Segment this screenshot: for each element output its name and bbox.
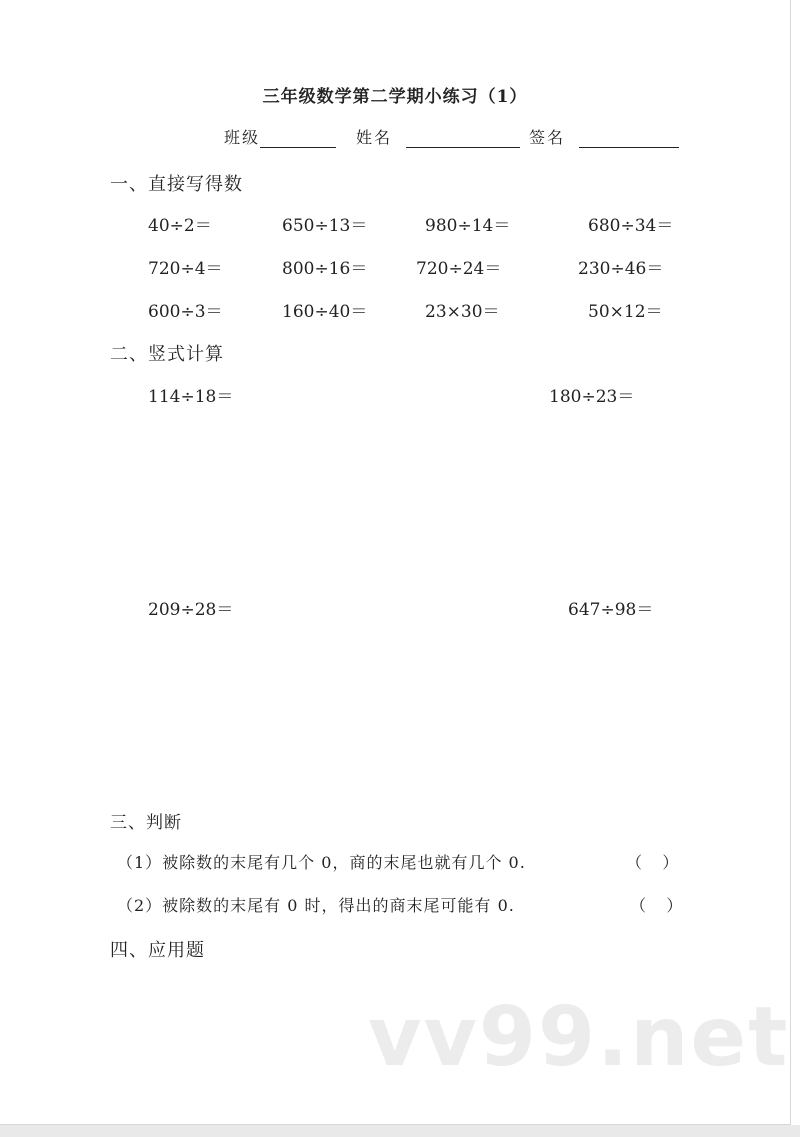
arithmetic-item: 680÷34＝ [588,216,674,236]
section-2-heading: 二、竖式计算 [110,344,224,365]
arithmetic-item: 650÷13＝ [282,216,368,236]
section-3-heading: 三、判断 [110,813,182,833]
arithmetic-item: 50×12＝ [588,302,663,322]
page-title: 三年级数学第二学期小练习（1） [262,87,528,107]
arithmetic-item: 980÷14＝ [425,216,511,236]
class-blank [260,129,336,148]
long-division-problem: 114÷18＝ [148,387,234,407]
arithmetic-item: 600÷3＝ [148,302,223,322]
page-bottom-edge [0,1125,800,1137]
sign-blank [579,129,679,148]
arithmetic-item: 160÷40＝ [282,302,368,322]
long-division-problem: 180÷23＝ [549,387,635,407]
section-1-heading: 一、直接写得数 [110,174,243,195]
name-blank [406,129,520,148]
judgment-statement-2: （2）被除数的末尾有 0 时，得出的商末尾可能有 0. [117,896,515,915]
arithmetic-item: 720÷24＝ [416,259,502,279]
arithmetic-item: 800÷16＝ [282,259,368,279]
judgment-statement-1: （1）被除数的末尾有几个 0，商的末尾也就有几个 0. [117,853,526,872]
long-division-problem: 647÷98＝ [568,600,654,620]
watermark: vv99.net [368,990,790,1085]
answer-box-1[interactable]: （ ） [626,853,679,872]
class-field [224,125,336,148]
section-4-heading: 四、应用题 [110,940,205,961]
answer-box-2[interactable]: （ ） [630,896,683,915]
arithmetic-item: 230÷46＝ [578,259,664,279]
arithmetic-item: 23×30＝ [425,302,500,322]
name-label: 姓名 [356,128,393,147]
sign-label: 签名 [529,128,566,147]
name-field [356,125,520,148]
sign-field [529,125,679,148]
class-label: 班级 [224,128,261,147]
arithmetic-item: 40÷2＝ [148,216,212,236]
arithmetic-item: 720÷4＝ [148,259,223,279]
long-division-problem: 209÷28＝ [148,600,234,620]
